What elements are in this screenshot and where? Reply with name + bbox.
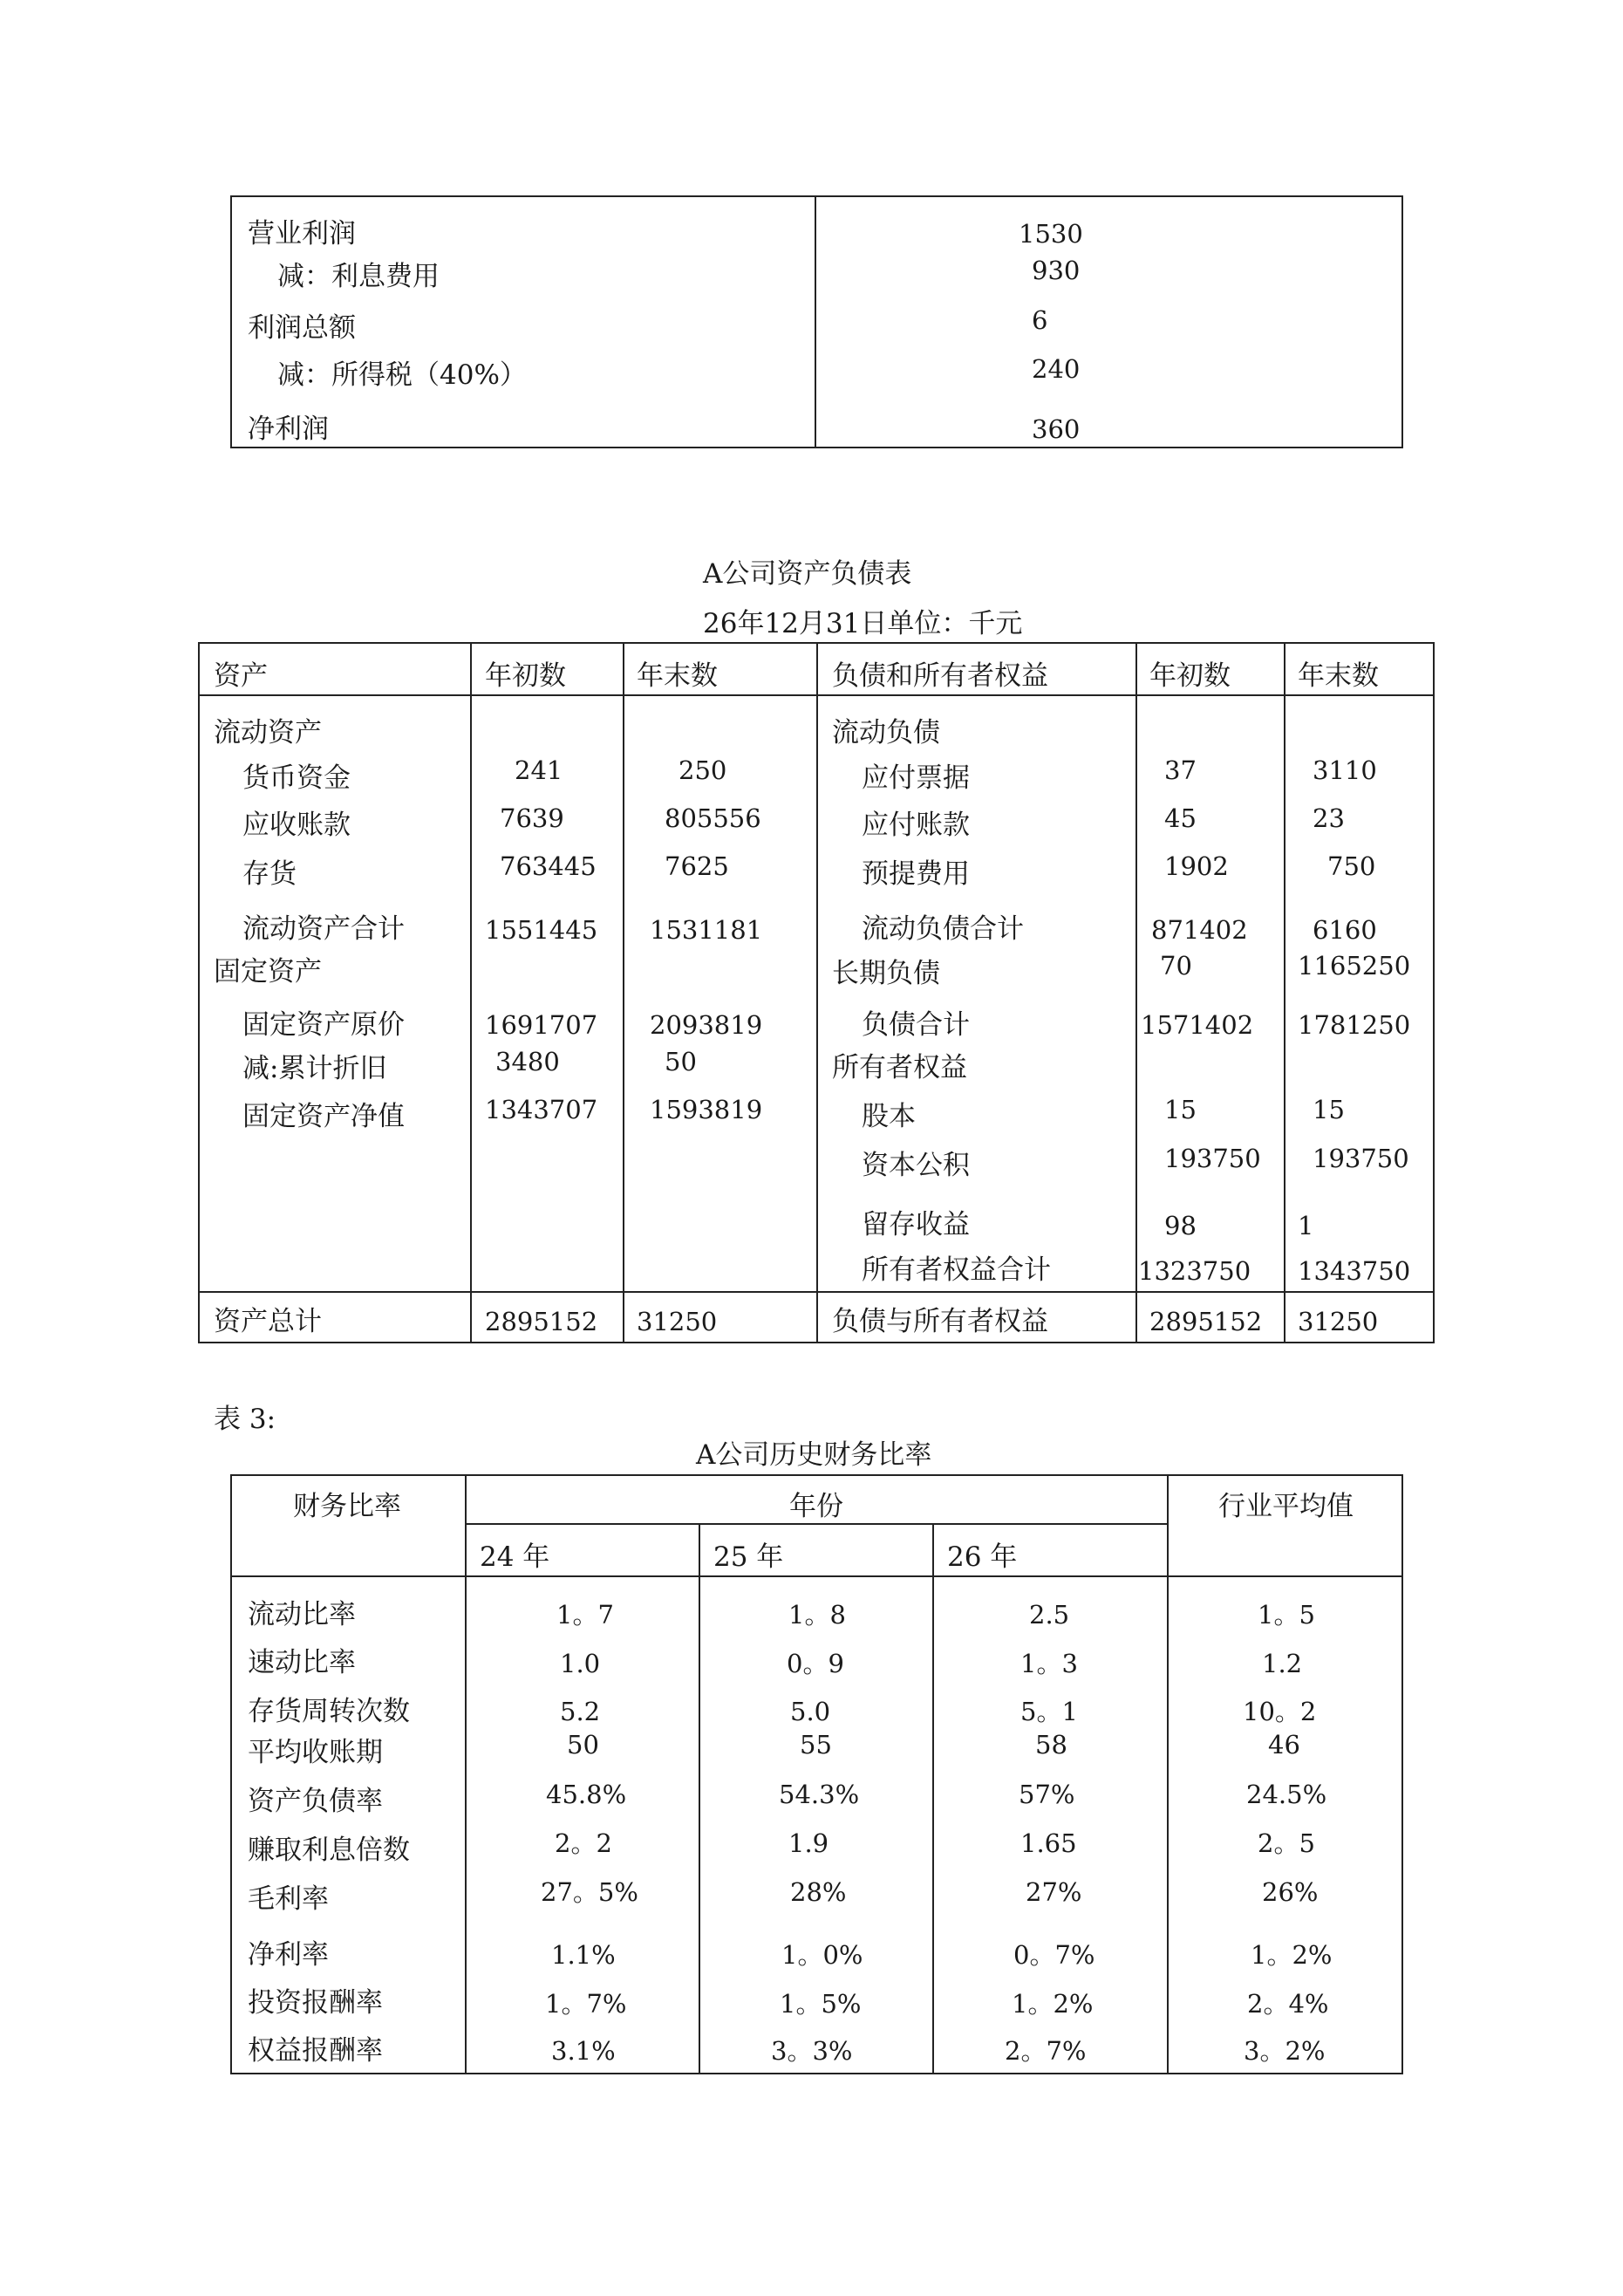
balance-left-label: 流动资产 xyxy=(214,717,322,748)
balance-sheet-subtitle: 26年12月31日单位：千元 xyxy=(703,608,1023,639)
ratio-value-industry: 1。5 xyxy=(1258,1600,1315,1630)
ratio-header-rule xyxy=(230,1575,1403,1577)
income-value-total-profit: 6 xyxy=(1032,305,1048,335)
ratio-value-24: 45.8% xyxy=(546,1780,627,1809)
balance-col-divider-5 xyxy=(1284,642,1285,1343)
balance-header-assets-end: 年末数 xyxy=(637,660,718,692)
balance-right-label: 留存收益 xyxy=(862,1209,970,1240)
balance-total-liabilities-end: 31250 xyxy=(1298,1307,1379,1336)
balance-header-assets: 资产 xyxy=(214,660,268,692)
balance-left-end: 50 xyxy=(665,1047,697,1076)
balance-left-label: 固定资产 xyxy=(214,956,322,987)
ratio-value-25: 28% xyxy=(790,1877,847,1907)
balance-left-begin: 1551445 xyxy=(485,915,598,945)
ratio-row-label: 速动比率 xyxy=(248,1647,356,1678)
balance-header-liabilities: 负债和所有者权益 xyxy=(832,660,1048,692)
balance-left-label: 流动资产合计 xyxy=(242,913,405,945)
balance-left-begin: 1343707 xyxy=(485,1095,598,1124)
income-label-net-profit: 净利润 xyxy=(248,413,329,445)
balance-col-divider-3 xyxy=(816,642,818,1343)
balance-header-assets-begin: 年初数 xyxy=(485,660,566,692)
ratio-value-25: 54.3% xyxy=(779,1780,860,1809)
balance-header-liabilities-begin: 年初数 xyxy=(1149,660,1231,692)
balance-total-assets-end: 31250 xyxy=(637,1307,718,1336)
income-value-operating-profit: 1530 xyxy=(1019,219,1083,249)
income-label-tax: 减：所得税（40%） xyxy=(277,359,527,391)
balance-left-end: 1531181 xyxy=(650,915,763,945)
ratio-year-26: 26 年 xyxy=(947,1541,1018,1573)
balance-left-label: 存货 xyxy=(242,858,297,890)
ratio-row-label: 流动比率 xyxy=(248,1599,356,1630)
ratio-value-industry: 26% xyxy=(1262,1877,1319,1907)
ratio-value-26: 2.5 xyxy=(1029,1600,1070,1630)
ratio-value-24: 2。2 xyxy=(555,1828,612,1858)
ratio-row-label: 赚取利息倍数 xyxy=(248,1835,410,1866)
income-value-tax: 240 xyxy=(1032,354,1081,384)
ratio-value-24: 1。7% xyxy=(545,1989,627,2019)
balance-right-label: 股本 xyxy=(862,1101,916,1132)
ratio-value-26: 2。7% xyxy=(1005,2036,1087,2066)
balance-right-label: 资本公积 xyxy=(862,1150,970,1181)
balance-right-begin: 193750 xyxy=(1164,1144,1261,1173)
balance-left-end: 1593819 xyxy=(650,1095,763,1124)
income-table-divider xyxy=(815,195,816,448)
ratio-value-24: 5.2 xyxy=(560,1697,601,1726)
ratio-value-industry: 1.2 xyxy=(1262,1649,1303,1678)
ratio-value-26: 27% xyxy=(1026,1877,1082,1907)
balance-left-end: 805556 xyxy=(665,803,761,833)
ratio-value-26: 57% xyxy=(1019,1780,1075,1809)
ratio-value-25: 1。0% xyxy=(781,1940,863,1970)
ratio-value-25: 5.0 xyxy=(790,1697,831,1726)
balance-right-label: 预提费用 xyxy=(862,858,970,890)
ratio-value-industry: 2。4% xyxy=(1247,1989,1329,2019)
ratio-value-24: 1。7 xyxy=(556,1600,614,1630)
balance-right-label: 所有者权益合计 xyxy=(862,1254,1051,1286)
balance-right-end: 15 xyxy=(1313,1095,1345,1124)
ratio-row-label: 净利率 xyxy=(248,1939,329,1971)
balance-col-divider-2 xyxy=(623,642,624,1343)
ratio-row-label: 资产负债率 xyxy=(248,1786,383,1817)
ratio-value-25: 3。3% xyxy=(771,2036,853,2066)
ratio-value-26: 0。7% xyxy=(1013,1940,1095,1970)
balance-right-label: 所有者权益 xyxy=(832,1052,967,1083)
balance-right-end: 193750 xyxy=(1313,1144,1409,1173)
balance-total-assets-begin: 2895152 xyxy=(485,1307,598,1336)
ratio-row-label: 毛利率 xyxy=(248,1883,329,1915)
balance-right-begin: 15 xyxy=(1164,1095,1197,1124)
balance-left-end: 250 xyxy=(679,755,727,785)
ratio-value-25: 1.9 xyxy=(788,1828,829,1858)
ratio-value-26: 5。1 xyxy=(1020,1697,1078,1726)
balance-header-liabilities-end: 年末数 xyxy=(1298,660,1379,692)
balance-left-label: 减:累计折旧 xyxy=(242,1053,387,1084)
balance-right-label: 应付账款 xyxy=(862,810,970,841)
balance-right-begin: 871402 xyxy=(1151,915,1248,945)
balance-col-divider-1 xyxy=(470,642,472,1343)
ratio-col-divider-3 xyxy=(932,1523,934,2074)
ratio-value-24: 1.1% xyxy=(551,1940,616,1970)
ratio-value-industry: 10。2 xyxy=(1243,1697,1317,1726)
balance-right-begin: 1571402 xyxy=(1141,1010,1254,1040)
ratio-value-26: 1。2% xyxy=(1012,1989,1094,2019)
ratio-value-industry: 24.5% xyxy=(1246,1780,1327,1809)
balance-left-begin: 241 xyxy=(515,755,563,785)
balance-right-label: 流动负债 xyxy=(832,717,940,748)
balance-total-liabilities-label: 负债与所有者权益 xyxy=(832,1306,1048,1337)
ratio-table-title: A公司历史财务比率 xyxy=(696,1439,932,1471)
ratio-value-industry: 1。2% xyxy=(1251,1940,1333,1970)
balance-col-divider-4 xyxy=(1135,642,1137,1343)
income-value-net-profit: 360 xyxy=(1032,414,1081,444)
balance-right-end: 1343750 xyxy=(1298,1256,1411,1286)
ratio-row-label: 权益报酬率 xyxy=(248,2035,383,2067)
ratio-value-24: 1.0 xyxy=(560,1649,601,1678)
ratio-col-divider-4 xyxy=(1167,1474,1169,2074)
ratio-header-year: 年份 xyxy=(789,1491,843,1522)
ratio-header-industry: 行业平均值 xyxy=(1218,1491,1354,1522)
income-table xyxy=(230,195,1403,448)
balance-total-liabilities-begin: 2895152 xyxy=(1149,1307,1263,1336)
balance-left-label: 应收账款 xyxy=(242,810,351,841)
ratio-value-industry: 3。2% xyxy=(1244,2036,1326,2066)
income-label-operating-profit: 营业利润 xyxy=(248,218,356,249)
balance-right-end: 1165250 xyxy=(1298,951,1411,981)
ratio-row-label: 平均收账期 xyxy=(248,1737,383,1768)
ratio-value-26: 1.65 xyxy=(1020,1828,1077,1858)
balance-left-begin: 7639 xyxy=(500,803,564,833)
ratio-value-25: 55 xyxy=(800,1730,832,1760)
balance-right-begin: 98 xyxy=(1164,1211,1197,1240)
ratio-row-label: 投资报酬率 xyxy=(248,1987,383,2019)
income-label-total-profit: 利润总额 xyxy=(248,312,356,344)
balance-right-label: 流动负债合计 xyxy=(862,913,1024,945)
balance-right-begin: 1323750 xyxy=(1138,1256,1251,1286)
ratio-value-26: 1。3 xyxy=(1020,1649,1078,1678)
balance-left-label: 固定资产净值 xyxy=(242,1101,405,1132)
ratio-table xyxy=(230,1474,1403,2074)
balance-left-begin: 1691707 xyxy=(485,1010,598,1040)
balance-right-begin: 70 xyxy=(1160,951,1192,981)
ratio-value-24: 27。5% xyxy=(541,1877,638,1907)
balance-right-begin: 37 xyxy=(1164,755,1197,785)
ratio-table-caption: 表 3: xyxy=(214,1404,276,1435)
balance-left-begin: 763445 xyxy=(500,851,597,881)
ratio-year-rule xyxy=(465,1523,1169,1525)
ratio-value-industry: 46 xyxy=(1268,1730,1300,1760)
balance-left-begin: 3480 xyxy=(495,1047,560,1076)
ratio-col-divider-1 xyxy=(465,1474,467,2074)
ratio-col-divider-2 xyxy=(699,1523,700,2074)
income-label-interest: 减：利息费用 xyxy=(277,261,440,292)
balance-left-label: 货币资金 xyxy=(242,762,351,794)
ratio-value-25: 1。5% xyxy=(780,1989,862,2019)
ratio-row-label: 存货周转次数 xyxy=(248,1696,410,1727)
balance-right-end: 1781250 xyxy=(1298,1010,1411,1040)
balance-left-end: 2093819 xyxy=(650,1010,763,1040)
balance-right-begin: 1902 xyxy=(1164,851,1229,881)
income-value-interest: 930 xyxy=(1032,256,1081,285)
ratio-year-25: 25 年 xyxy=(713,1541,784,1573)
ratio-value-25: 1。8 xyxy=(788,1600,846,1630)
ratio-value-24: 3.1% xyxy=(551,2036,616,2066)
balance-right-end: 23 xyxy=(1313,803,1345,833)
ratio-year-24: 24 年 xyxy=(480,1541,550,1573)
balance-left-label: 固定资产原价 xyxy=(242,1009,405,1041)
ratio-value-24: 50 xyxy=(567,1730,599,1760)
ratio-value-25: 0。9 xyxy=(787,1649,844,1678)
balance-total-assets-label: 资产总计 xyxy=(214,1306,322,1337)
balance-right-label: 应付票据 xyxy=(862,762,970,794)
balance-right-end: 1 xyxy=(1298,1211,1314,1240)
balance-right-end: 3110 xyxy=(1313,755,1377,785)
balance-right-label: 长期负债 xyxy=(832,958,940,989)
balance-right-end: 750 xyxy=(1327,851,1376,881)
balance-left-end: 7625 xyxy=(665,851,729,881)
ratio-value-26: 58 xyxy=(1035,1730,1067,1760)
balance-right-label: 负债合计 xyxy=(862,1009,970,1041)
balance-right-begin: 45 xyxy=(1164,803,1197,833)
balance-sheet-title: A公司资产负债表 xyxy=(703,558,912,590)
ratio-header-ratio: 财务比率 xyxy=(293,1491,401,1522)
balance-right-end: 6160 xyxy=(1313,915,1377,945)
ratio-value-industry: 2。5 xyxy=(1258,1828,1315,1858)
